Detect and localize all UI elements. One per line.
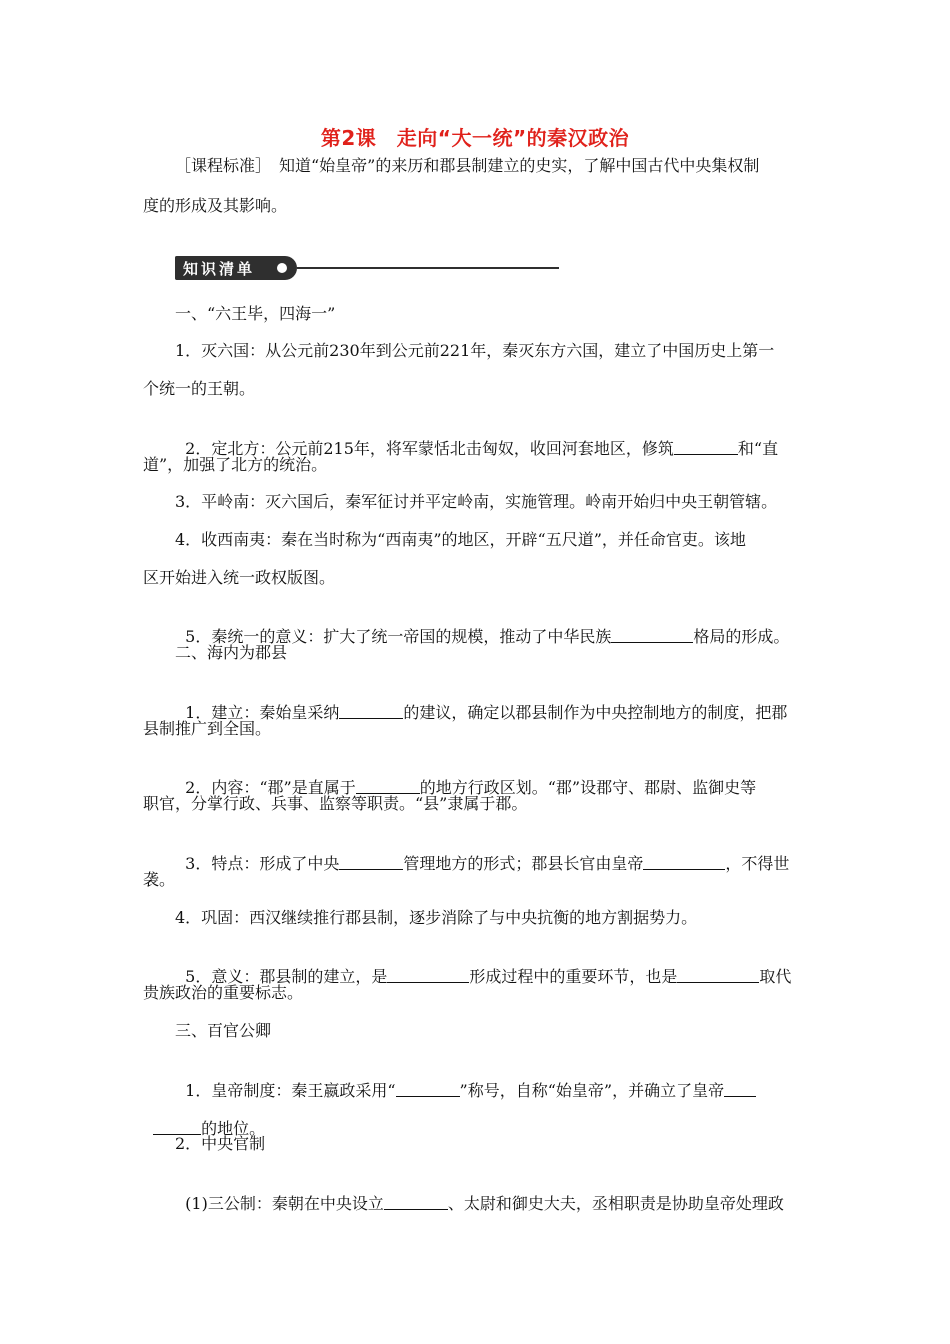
fill-blank[interactable] — [396, 1081, 460, 1097]
text-segment: 3．特点：形成了中央 — [185, 854, 340, 873]
text-segment: 的地方行政区划。“郡”设郡守、郡尉、监御史等 — [419, 778, 757, 797]
text-segment: 、太尉和御史大夫，丞相职责是协助皇帝处理政 — [447, 1194, 784, 1213]
text-segment: 2．定北方：公元前215年，将军蒙恬北击匈奴，收回河套地区，修筑 — [185, 439, 674, 458]
paragraph-line: 道”，加强了北方的统治。 — [143, 455, 328, 474]
bullet-dot-icon — [277, 263, 287, 273]
fill-blank[interactable] — [677, 967, 759, 983]
fill-blank[interactable] — [674, 439, 738, 455]
lesson-title: 第2课 走向“大一统”的秦汉政治 — [320, 126, 630, 150]
paragraph-line: 区开始进入统一政权版图。 — [143, 568, 336, 587]
paragraph-line: 县制推广到全国。 — [143, 719, 272, 738]
text-segment: 1．建立：秦始皇采纳 — [185, 703, 340, 722]
text-segment: ”称号，自称“始皇帝”，并确立了皇帝 — [459, 1081, 725, 1100]
course-standard-line-1: ［课程标准］ 知道“始皇帝”的来历和郡县制建立的史实，了解中国古代中央集权制 — [175, 156, 760, 175]
text-segment: 5．意义：郡县制的建立，是 — [185, 967, 388, 986]
section-heading-1: 一、“六王毕，四海一” — [175, 304, 336, 323]
section-tag — [175, 256, 297, 280]
fill-blank[interactable] — [643, 854, 725, 870]
section-divider — [297, 267, 559, 269]
section-tag-label: 知识清单 — [183, 260, 256, 278]
paragraph-line: 4．巩固：西汉继续推行郡县制，逐步消除了与中央抗衡的地方割据势力。 — [175, 908, 698, 927]
text-segment: 取代 — [759, 967, 792, 986]
text-segment: 的地位。 — [201, 1119, 266, 1138]
paragraph-line: 4．收西南夷：秦在当时称为“西南夷”的地区，开辟“五尺道”，并任命官吏。该地 — [175, 530, 746, 549]
text-segment: 和“直 — [737, 439, 779, 458]
text-segment: 格局的形成。 — [693, 627, 790, 646]
fill-blank[interactable] — [384, 1194, 448, 1210]
fill-blank[interactable] — [339, 854, 403, 870]
paragraph-line — [0, 1171, 950, 1215]
text-segment: 管理地方的形式；郡县长官由皇帝 — [403, 854, 644, 873]
fill-blank[interactable] — [356, 778, 420, 794]
section-heading-2: 二、海内为郡县 — [175, 643, 288, 662]
text-segment: ，不得世 — [725, 854, 790, 873]
text-segment: 形成过程中的重要环节，也是 — [469, 967, 678, 986]
course-standard-line-2: 度的形成及其影响。 — [143, 196, 288, 215]
paragraph-line: 1．灭六国：从公元前230年到公元前221年，秦灭东方六国，建立了中国历史上第一 — [175, 341, 775, 360]
text-segment: (1)三公制：秦朝在中央设立 — [185, 1194, 384, 1213]
paragraph-line: 2．中央官制 — [175, 1134, 266, 1153]
paragraph-line: 职官，分掌行政、兵事、监察等职责。“县”隶属于郡。 — [143, 794, 528, 813]
text-segment: 2．内容：“郡”是直属于 — [185, 778, 356, 797]
paragraph-line: 个统一的王朝。 — [143, 379, 256, 398]
paragraph-line: 3．平岭南：灭六国后，秦军征讨并平定岭南，实施管理。岭南开始归中央王朝管辖。 — [175, 492, 778, 511]
section-heading-3: 三、百官公卿 — [175, 1021, 272, 1040]
text-segment: 5．秦统一的意义：扩大了统一帝国的规模，推动了中华民族 — [185, 627, 612, 646]
paragraph-line: 袭。 — [143, 870, 176, 889]
fill-blank[interactable] — [339, 703, 403, 719]
fill-blank[interactable] — [611, 627, 693, 643]
fill-blank[interactable] — [724, 1081, 756, 1097]
paragraph-line: 贵族政治的重要标志。 — [143, 983, 304, 1002]
text-segment: 1．皇帝制度：秦王嬴政采用“ — [185, 1081, 396, 1100]
text-segment: 的建议，确定以郡县制作为中央控制地方的制度，把郡 — [403, 703, 788, 722]
fill-blank[interactable] — [387, 967, 469, 983]
